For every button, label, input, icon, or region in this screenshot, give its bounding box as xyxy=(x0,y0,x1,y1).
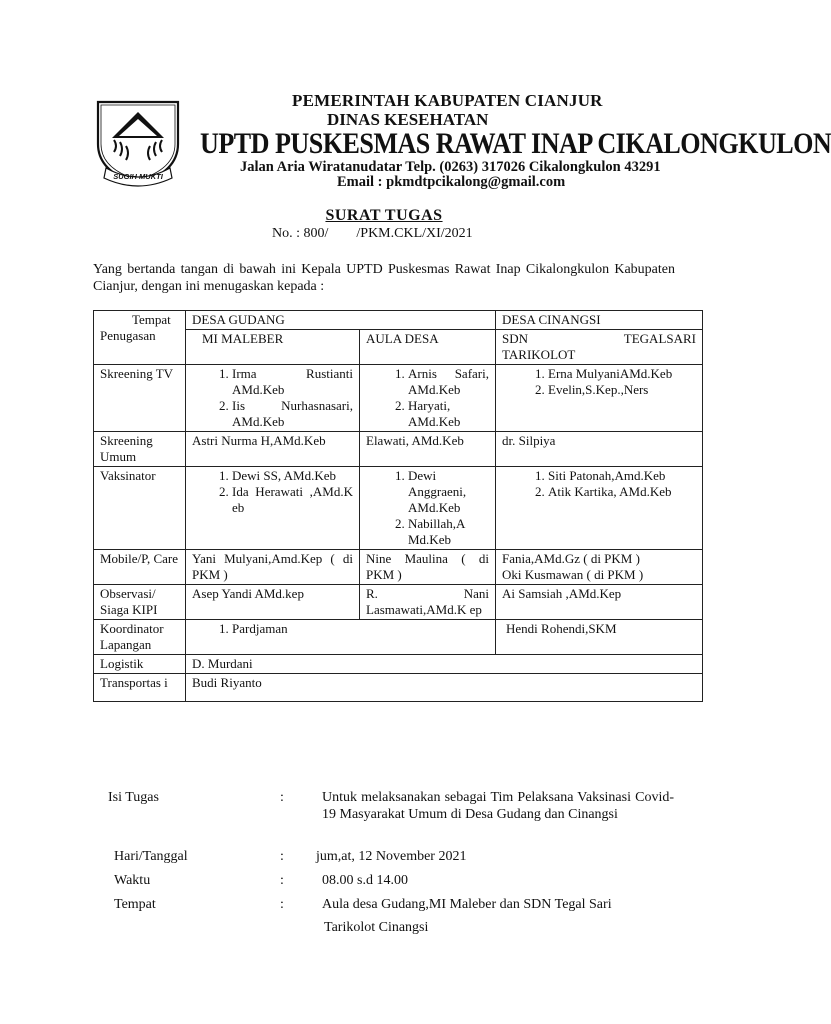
detail-value: Tarikolot Cinangsi xyxy=(324,920,429,935)
list-item: 1. Dewi Anggraeni, AMd.Keb xyxy=(408,468,489,516)
table-cell: Ai Samsiah ,AMd.Kep xyxy=(496,585,703,620)
sdn-word: SDN xyxy=(502,331,529,346)
table-cell xyxy=(496,330,703,365)
detail-value: jum,at, 12 November 2021 xyxy=(316,849,467,864)
table-row xyxy=(94,467,703,550)
list-item: 2. Nabillah,A Md.Keb xyxy=(408,516,489,548)
table-row xyxy=(94,550,703,585)
row-label: Transportas i xyxy=(94,674,186,702)
letterhead-email: Email : pkmdtpcikalong@gmail.com xyxy=(337,174,566,190)
list-item: 2. Ida Herawati ,AMd.K eb xyxy=(232,484,353,516)
detail-colon: : xyxy=(280,790,284,805)
table-row xyxy=(94,432,703,467)
table-cell: Nine Maulina ( di PKM ) xyxy=(360,550,496,585)
name-list xyxy=(502,366,696,398)
row-label: Vaksinator xyxy=(94,467,186,550)
detail-colon: : xyxy=(280,849,284,864)
table-cell: DESA GUDANG xyxy=(186,311,496,330)
table-row xyxy=(94,330,703,365)
detail-label: Waktu xyxy=(114,873,151,888)
detail-label: Tempat xyxy=(114,897,156,912)
cianjur-regency-logo xyxy=(92,94,184,188)
list-item: 2. Evelin,S.Kep.,Ners xyxy=(548,382,696,398)
table-cell xyxy=(496,467,703,550)
name-list xyxy=(502,468,696,500)
row-label: Tempat xyxy=(132,312,171,327)
row-label: Penugasan xyxy=(100,328,156,343)
table-cell: Hendi Rohendi,SKM xyxy=(496,620,703,655)
table-row xyxy=(94,365,703,432)
table-cell xyxy=(496,550,703,585)
list-item: 1. Pardjaman xyxy=(232,621,489,637)
table-cell xyxy=(186,620,496,655)
name-list xyxy=(366,366,489,430)
table-cell xyxy=(496,365,703,432)
detail-value: 08.00 s.d 14.00 xyxy=(322,873,408,888)
svg-text:SUGIH MUKTI: SUGIH MUKTI xyxy=(113,172,163,181)
table-row xyxy=(94,674,703,702)
name-list xyxy=(192,366,353,430)
table-cell: Budi Riyanto xyxy=(186,674,703,702)
detail-colon: : xyxy=(280,897,284,912)
table-cell: MI MALEBER xyxy=(186,330,360,365)
detail-label: Isi Tugas xyxy=(108,790,159,805)
table-cell: D. Murdani xyxy=(186,655,703,674)
table-cell: Yani Mulyani,Amd.Kep ( di PKM ) xyxy=(186,550,360,585)
name-list xyxy=(192,468,353,516)
document-title: SURAT TUGAS xyxy=(325,207,443,224)
list-item: 2. Haryati, AMd.Keb xyxy=(408,398,489,430)
list-item: 1. Dewi SS, AMd.Keb xyxy=(232,468,353,484)
list-item: 1. Irma Rustianti AMd.Keb xyxy=(232,366,353,398)
row-label: Mobile/P, Care xyxy=(94,550,186,585)
assignment-table xyxy=(93,310,703,702)
table-row xyxy=(94,620,703,655)
table-row xyxy=(94,311,703,330)
list-item: 2. Iis Nurhasnasari, AMd.Keb xyxy=(232,398,353,430)
detail-colon: : xyxy=(280,873,284,888)
list-item: 1. Erna MulyaniAMd.Keb xyxy=(548,366,696,382)
table-cell: DESA CINANGSI xyxy=(496,311,703,330)
detail-value: Aula desa Gudang,MI Maleber dan SDN Tegal Sari xyxy=(322,897,612,912)
list-item: 1. Siti Patonah,Amd.Keb xyxy=(548,468,696,484)
table-row xyxy=(94,655,703,674)
sdn-word: TARIKOLOT xyxy=(502,347,576,362)
table-cell xyxy=(94,311,186,365)
table-cell xyxy=(360,467,496,550)
table-cell: dr. Silpiya xyxy=(496,432,703,467)
letterhead-department: DINAS KESEHATAN xyxy=(327,110,489,129)
table-cell: R. Nani Lasmawati,AMd.K ep xyxy=(360,585,496,620)
list-item: 2. Atik Kartika, AMd.Keb xyxy=(548,484,696,500)
document-number: No. : 800/ /PKM.CKL/XI/2021 xyxy=(272,226,473,241)
table-cell: AULA DESA xyxy=(360,330,496,365)
table-cell xyxy=(186,467,360,550)
detail-label: Hari/Tanggal xyxy=(114,849,188,864)
name-list xyxy=(192,621,489,637)
row-label: Logistik xyxy=(94,655,186,674)
table-cell xyxy=(186,365,360,432)
sdn-word: TEGALSARI xyxy=(623,331,696,346)
letterhead-address: Jalan Aria Wiratanudatar Telp. (0263) 317026 Cikalongkulon 43291 xyxy=(240,159,661,175)
table-cell: Elawati, AMd.Keb xyxy=(360,432,496,467)
table-cell xyxy=(360,365,496,432)
cell-line: Fania,AMd.Gz ( di PKM ) xyxy=(502,551,640,566)
list-item: 1. Arnis Safari, AMd.Keb xyxy=(408,366,489,398)
row-label: Koordinator Lapangan xyxy=(94,620,186,655)
row-label: Skreening TV xyxy=(94,365,186,432)
sdn-header xyxy=(502,331,696,347)
letterhead-institution: UPTD PUSKESMAS RAWAT INAP CIKALONGKULON xyxy=(200,127,831,160)
letterhead xyxy=(92,86,831,192)
row-label: Observasi/ Siaga KIPI xyxy=(94,585,186,620)
cell-line: Oki Kusmawan ( di PKM ) xyxy=(502,567,644,582)
detail-value: Untuk melaksanakan sebagai Tim Pelaksana Vaksinasi Covid-19 Masyarakat Umum di Desa Gudang dan Cinangsi xyxy=(322,790,674,822)
name-list xyxy=(366,468,489,548)
table-cell: Astri Nurma H,AMd.Keb xyxy=(186,432,360,467)
table-cell: Asep Yandi AMd.kep xyxy=(186,585,360,620)
letterhead-government: PEMERINTAH KABUPATEN CIANJUR xyxy=(292,91,603,110)
row-label: Skreening Umum xyxy=(94,432,186,467)
intro-paragraph: Yang bertanda tangan di bawah ini Kepala UPTD Puskesmas Rawat Inap Cikalongkulon Kabupaten Cianjur, dengan ini menugaskan kepada : xyxy=(93,262,675,294)
table-row xyxy=(94,585,703,620)
